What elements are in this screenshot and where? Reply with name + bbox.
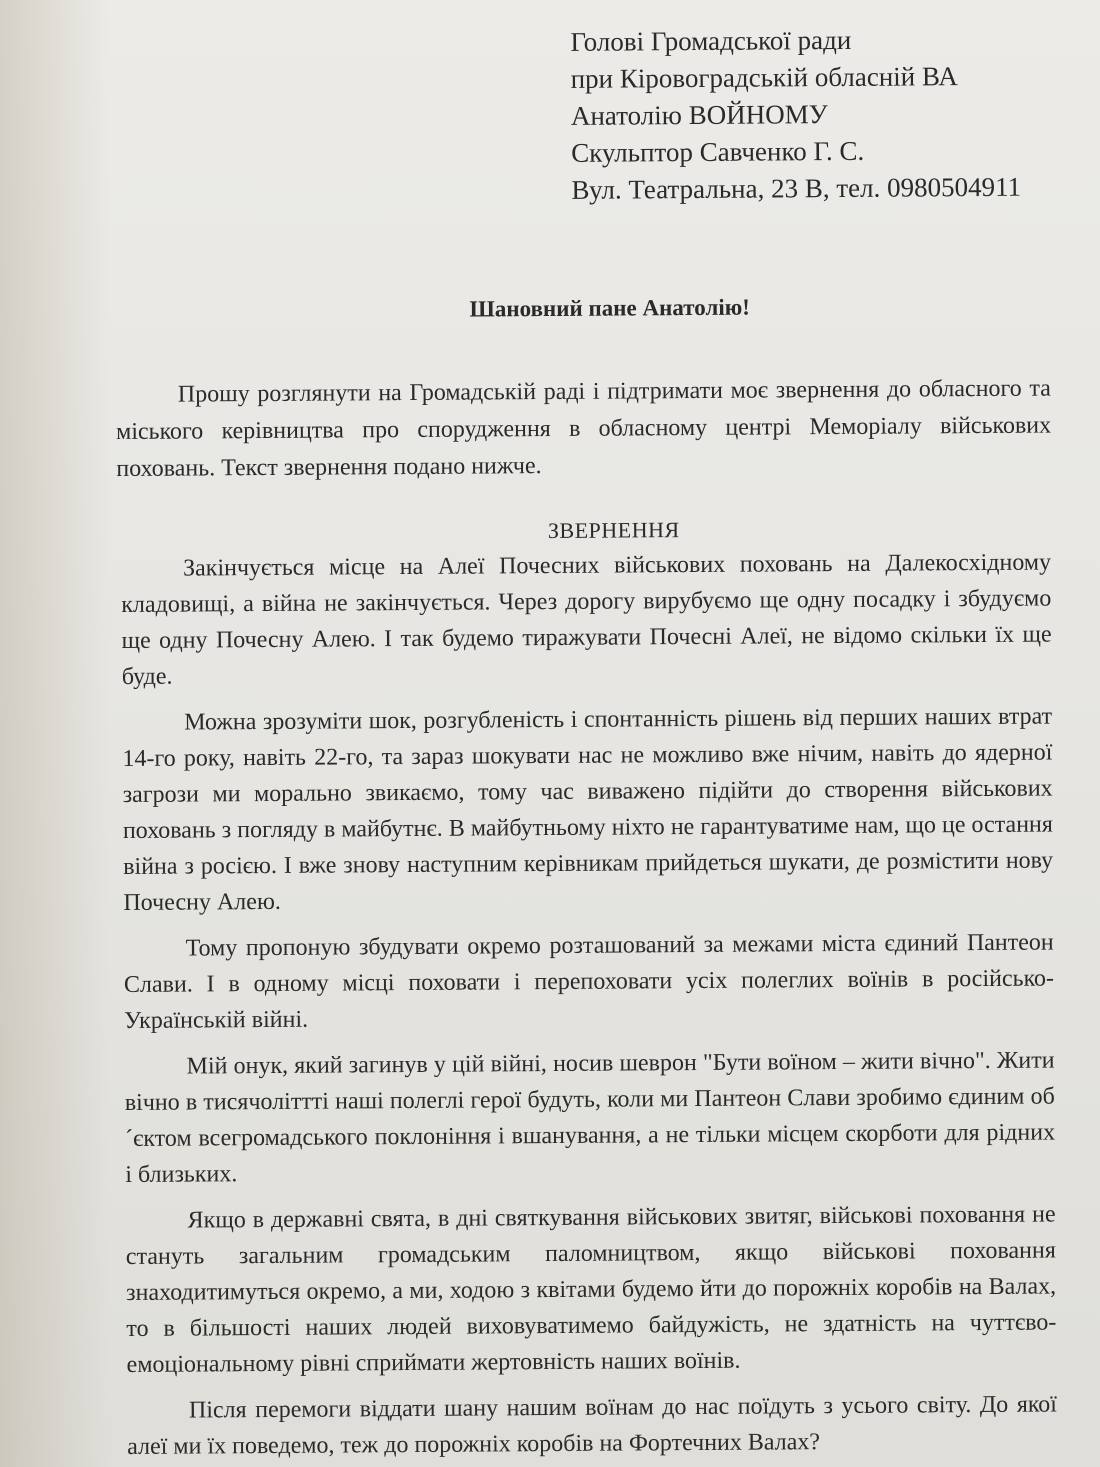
sender-line: Скульптор Савченко Г. С. — [571, 135, 865, 168]
appeal-paragraph: Тому пропоную збудувати окремо розташований за межами міста єдиний Пантеон Слави. І в одному місці поховати і перепоховати усіх полеглих воїнів в російсько-Українській війні. — [123, 929, 1055, 1034]
addressee-block — [570, 20, 1081, 209]
sender-address-line: Вул. Театральна, 23 В, тел. 0980504911 — [571, 171, 1022, 205]
appeal-paragraph: Можна зрозуміти шок, розгубленість і спонтанність рішень від перших наших втрат 14-го року, навіть 22-го, та зараз шокувати нас не можливо вже нічим, навіть до ядерної загрози ми морально звикаємо, тому час виважено підійти до створення військових поховань з погляду в майбутнє. В майбутньому ніхто не гарантуватиме нам, що це остання війна з росією. І вже знову наступним керівникам прийдеться шукати, де розмістити нову Почесну Алею. — [122, 703, 1054, 916]
addressee-line: Анатолію ВОЙНОМУ — [570, 99, 828, 131]
appeal-body — [121, 544, 1057, 1467]
appeal-paragraph: Після перемоги віддати шану нашим воїнам до нас поїдуть з усього світу. До якої алеї ми їх поведемо, теж до порожніх коробів на Фортечних Валах? — [127, 1391, 1058, 1460]
appeal-heading: ЗВЕРНЕННЯ — [547, 517, 680, 544]
addressee-line: при Кіровоградській обласній ВА — [570, 61, 958, 94]
appeal-paragraph: Закінчується місце на Алеї Почесних військових поховань на Далекосхідному кладовищі, а війна не закінчується. Через дорогу вирубуємо ще одну посадку і збудуємо ще одну Почесну Алею. І так будемо тиражувати Почесні Алеї, не відомо скільки їх ще буде. — [121, 549, 1052, 690]
appeal-paragraph: Якщо в державні свята, в дні святкування військових звитяг, військові поховання не стануть загальним громадським паломництвом, якщо військові поховання знаходитимуться окремо, а ми, ходою з квітами будемо йти до порожніх коробів на Валах, то в більшості наших людей виховуватимемо байдужість, не здатність на чуттєво-емоціональному рівні сприймати жертовність наших воїнів. — [125, 1201, 1057, 1378]
appeal-paragraph: Мій онук, який загинув у цій війні, носив шеврон "Бути воїном – жити вічно". Жити вічно в тисячоліттті наші полеглі герої будуть, коли ми Пантеон Слави зробимо єдиним об´єктом всегромадського поклоніння і вшанування, а не тільки місцем скорботи для рідних і близьких. — [124, 1047, 1056, 1188]
salutation: Шановний пане Анатолію! — [469, 294, 751, 322]
intro-paragraph: Прошу розглянути на Громадській раді і підтримати моє звернення до обласного та міського керівництва про спорудження в обласному центрі Меморіалу військових поховань. Текст звернення подано нижче. — [116, 375, 1052, 483]
addressee-line: Голові Громадської ради — [570, 24, 852, 57]
